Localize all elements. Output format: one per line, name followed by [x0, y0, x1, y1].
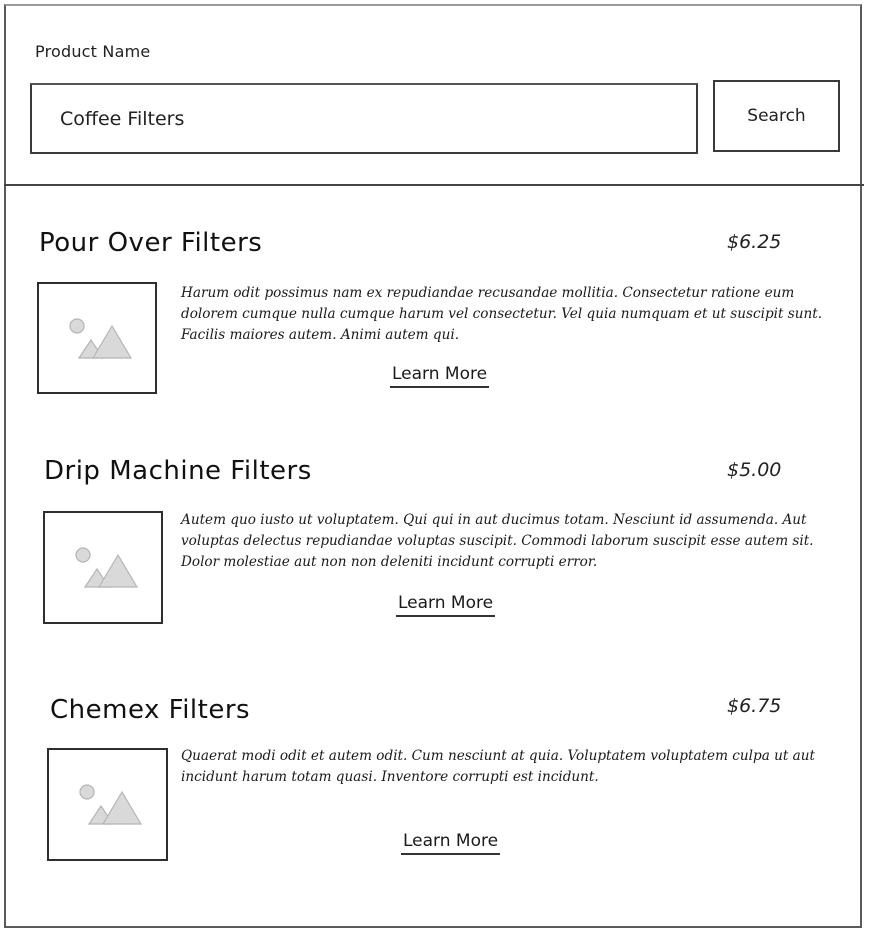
result-description: Quaerat modi odit et autem odit. Cum nesciunt at quia. Voluptatem voluptatem culpa ut aut incidunt harum totam quasi. Inventore corrupti est incidunt.: [181, 748, 815, 785]
learn-more-link[interactable]: Learn More: [401, 831, 500, 855]
result-image: [43, 511, 163, 624]
result-title: Pour Over Filters: [39, 228, 263, 258]
search-button[interactable]: Search: [713, 80, 840, 152]
image-placeholder-icon: [75, 545, 141, 591]
result-price: $6.75: [727, 695, 782, 717]
result-description: Autem quo iusto ut voluptatem. Qui qui in aut ducimus totam. Nesciunt id assumenda. Aut voluptas delectus repudiandae voluptas suscipit. Commodi laborum suscipit esse autem sit. Dolor molestiae aut non non deleniti incidunt corrupti error.: [181, 512, 814, 570]
learn-more-link[interactable]: Learn More: [396, 593, 495, 617]
product-name-label: Product Name: [35, 42, 151, 61]
image-placeholder-icon: [69, 316, 135, 362]
header-divider: [4, 184, 864, 186]
result-title: Chemex Filters: [50, 695, 251, 725]
result-title: Drip Machine Filters: [44, 456, 312, 486]
image-placeholder-icon: [79, 782, 145, 828]
learn-more-link[interactable]: Learn More: [390, 364, 489, 388]
result-description: Harum odit possimus nam ex repudiandae recusandae mollitia. Consectetur ratione eum dolorem cumque nulla cumque harum vel consectetur. Vel quia numquam et ut suscipit sunt. Facilis maiores autem. Animi autem qui.: [181, 285, 823, 343]
result-image: [37, 282, 157, 394]
product-name-input[interactable]: [30, 83, 698, 154]
result-image: [47, 748, 168, 861]
result-price: $6.25: [727, 231, 782, 253]
result-price: $5.00: [727, 459, 782, 481]
